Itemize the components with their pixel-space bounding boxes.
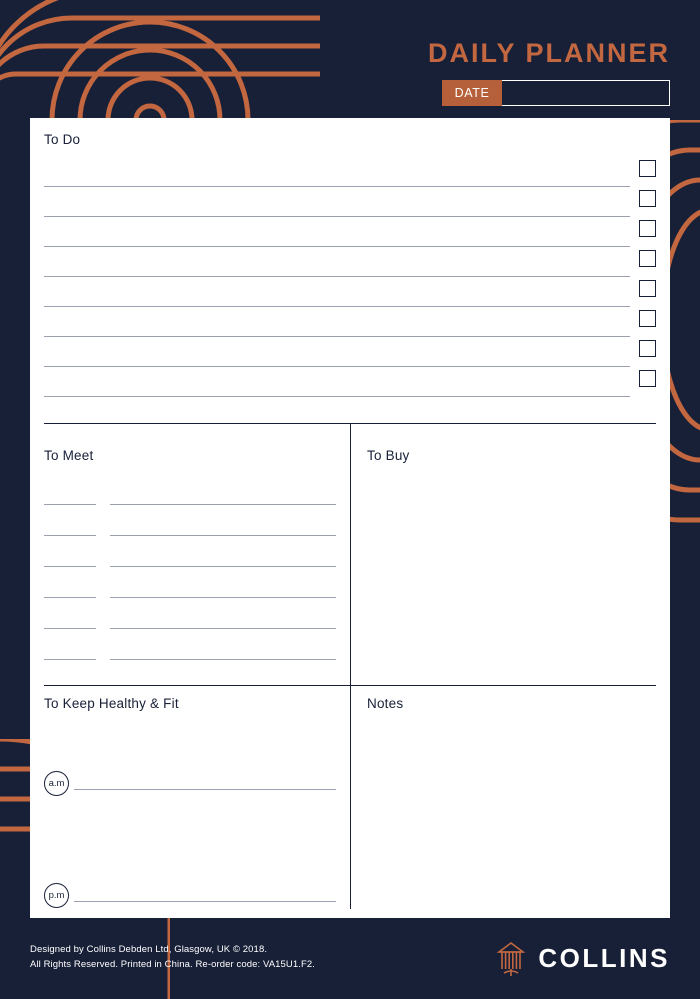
todo-line[interactable] bbox=[44, 396, 630, 397]
tomeet-name-line[interactable] bbox=[110, 597, 336, 598]
tomeet-name-line[interactable] bbox=[110, 535, 336, 536]
brand-name: COLLINS bbox=[538, 943, 670, 973]
brand-logo bbox=[494, 938, 670, 978]
section-divider-vertical bbox=[350, 423, 351, 685]
tomeet-name-line[interactable] bbox=[110, 566, 336, 567]
footer-copyright-line-1: Designed by Collins Debden Ltd, Glasgow, UK © 2018. bbox=[30, 944, 268, 955]
tomeet-time-line[interactable] bbox=[44, 659, 96, 660]
todo-checkbox[interactable] bbox=[639, 160, 656, 177]
healthy-section-title: To Keep Healthy & Fit bbox=[44, 696, 179, 711]
tomeet-time-line[interactable] bbox=[44, 535, 96, 536]
planner-sheet bbox=[30, 118, 670, 918]
todo-line[interactable] bbox=[44, 216, 630, 217]
todo-checkbox[interactable] bbox=[639, 310, 656, 327]
tomeet-name-line[interactable] bbox=[110, 659, 336, 660]
footer-copyright-line-2: All Rights Reserved. Printed in China. Re-order code: VA15U1.F2. bbox=[30, 959, 316, 970]
todo-line[interactable] bbox=[44, 306, 630, 307]
footer bbox=[0, 918, 700, 999]
todo-line[interactable] bbox=[44, 366, 630, 367]
todo-checkbox[interactable] bbox=[639, 370, 656, 387]
tomeet-section-title: To Meet bbox=[44, 448, 94, 463]
pm-line[interactable] bbox=[74, 901, 336, 902]
todo-line[interactable] bbox=[44, 246, 630, 247]
todo-checkbox[interactable] bbox=[639, 220, 656, 237]
page-title: DAILY PLANNER bbox=[427, 38, 670, 68]
date-label: DATE bbox=[442, 80, 502, 106]
tobuy-section-title: To Buy bbox=[367, 448, 410, 463]
tomeet-time-line[interactable] bbox=[44, 597, 96, 598]
pm-marker: p.m bbox=[44, 883, 69, 908]
date-input[interactable] bbox=[502, 80, 670, 106]
notes-section-title: Notes bbox=[367, 696, 404, 711]
todo-line[interactable] bbox=[44, 186, 630, 187]
header bbox=[0, 0, 700, 118]
tomeet-name-line[interactable] bbox=[110, 504, 336, 505]
todo-checkbox[interactable] bbox=[639, 280, 656, 297]
todo-checkbox[interactable] bbox=[639, 250, 656, 267]
todo-section-title: To Do bbox=[44, 132, 81, 147]
date-row bbox=[442, 80, 670, 106]
tomeet-time-line[interactable] bbox=[44, 566, 96, 567]
tomeet-name-line[interactable] bbox=[110, 628, 336, 629]
am-line[interactable] bbox=[74, 789, 336, 790]
todo-line[interactable] bbox=[44, 336, 630, 337]
am-marker: a.m bbox=[44, 771, 69, 796]
tomeet-time-line[interactable] bbox=[44, 628, 96, 629]
todo-checkbox[interactable] bbox=[639, 340, 656, 357]
todo-line[interactable] bbox=[44, 276, 630, 277]
tomeet-time-line[interactable] bbox=[44, 504, 96, 505]
todo-checkbox[interactable] bbox=[639, 190, 656, 207]
collins-tree-icon bbox=[494, 939, 528, 977]
section-divider-vertical bbox=[350, 685, 351, 909]
